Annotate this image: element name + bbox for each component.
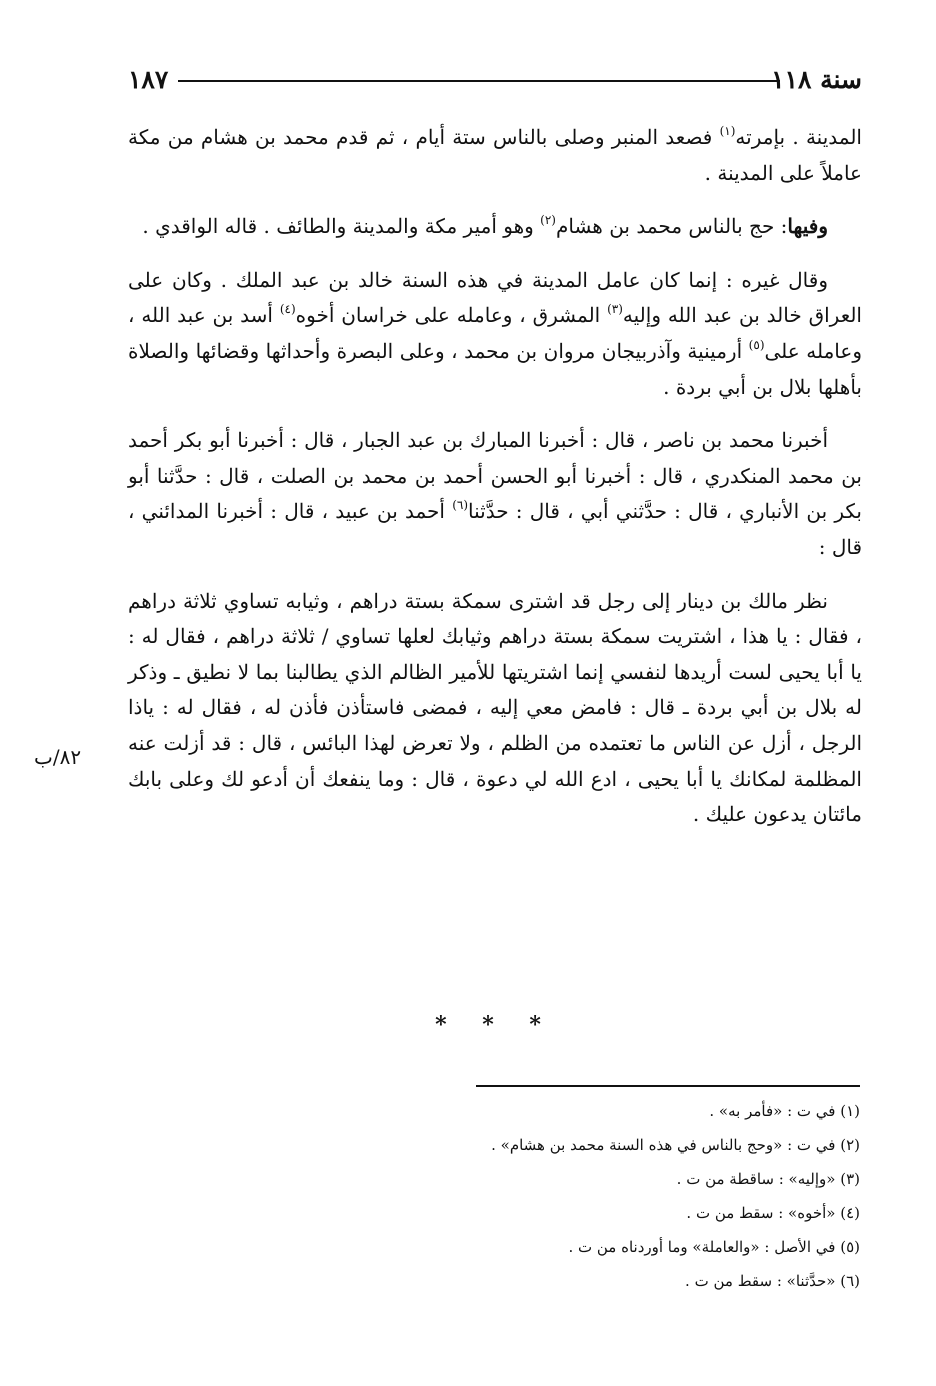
footnote-item: (٦) «حدَّثنا» : سقط من ت .	[685, 1272, 860, 1290]
footnote-marker: (٤)	[279, 302, 296, 317]
footnote-item: (٤) «أخوه» : سقط من ت .	[686, 1204, 860, 1222]
footnote-item: (٣) «وإليه» : ساقطة من ت .	[676, 1170, 860, 1188]
text-run: : حج بالناس محمد بن هشام	[555, 214, 788, 239]
footnote-marker: (١)	[719, 124, 736, 138]
main-text	[128, 120, 862, 851]
page-number: ١٨٧	[128, 65, 169, 94]
running-title: سنة ١١٨	[771, 65, 862, 94]
footnote-item: (٢) في ت : «وحج بالناس في هذه السنة محمد بن هشام» .	[491, 1136, 860, 1154]
footnote-marker: (٥)	[748, 337, 765, 352]
text-run: وقال غيره : إنما كان عامل المدينة في هذه السنة خالد بن عبد الملك . وكان على العراق خالد بن عبد الله وإليه	[128, 267, 862, 328]
footnote-marker: (٢)	[540, 213, 556, 228]
paragraph	[128, 263, 862, 405]
footnote-marker: (٦)	[452, 498, 469, 513]
footnote-rule	[476, 1085, 860, 1087]
footnote-item: (١) في ت : «فأمر به» .	[709, 1102, 860, 1120]
footnotes	[360, 1094, 860, 1298]
section-separator: * * *	[435, 1012, 555, 1038]
text-run: أخبرنا محمد بن ناصر ، قال : أخبرنا المبارك بن عبد الجبار ، قال : أخبرنا أبو بكر أحمد بن محمد المنكدري ، قال : أخبرنا أبو الحسن أحمد بن محمد بن الصلت ، قال : حدَّثنا أبو بكر بن الأنباري ، قال : حدَّثني أبي ، قال : حدَّثنا	[128, 428, 862, 524]
manuscript-folio-note: ٨٢/ب	[34, 745, 82, 769]
page-header	[128, 60, 862, 100]
header-rule	[178, 80, 780, 82]
text-run: أحمد بن عبيد ، قال : أخبرنا المدائني ، قال :	[128, 499, 862, 559]
paragraph	[128, 423, 862, 565]
footnote-marker: (٣)	[607, 302, 623, 317]
footnote-item: (٥) في الأصل : «والعاملة» وما أوردناه من ت .	[568, 1238, 860, 1256]
text-run: فصعد المنبر وصلى بالناس ستة أيام ، ثم قدم محمد بن هشام من مكة عاملاً على المدينة .	[128, 125, 862, 185]
text-run: وهو أمير مكة والمدينة والطائف . قاله الواقدي .	[142, 214, 541, 239]
text-run: نظر مالك بن دينار إلى رجل قد اشترى سمكة بستة دراهم ، وثيابه تساوي ثلاثة دراهم ، فقال : يا هذا ، اشتريت سمكة بستة دراهم وثيابك لعلها تساوي / ثلاثة دراهم ، فقال له : يا أبا يحيى لست أريدها لنفسي إنما اشتريتها للأمير الظالم الذي يطالبنا بما لا نطيق ـ وذكر له بلال بن أبي بردة ـ قال : فامض معي إليه ، فمضى فاستأذن فأذن له ، فقال له : ياذا الرجل ، أزل عن الناس ما تعتمده من الظلم ، ولا تعرض لهذا البائس ، قال : قد أزلت عنه المظلمة لمكانك يا أبا يحيى ، ادع الله لي دعوة ، قال : وما ينفعك أن أدعو لك وعلى بابك مائتان يدعون عليك .	[128, 588, 862, 827]
text-run: أسد بن عبد الله ، وعامله على	[128, 303, 862, 363]
paragraph-lead-word: وفيها	[787, 214, 828, 239]
text-run: المشرق ، وعامله على خراسان أخوه	[295, 303, 608, 328]
text-run: المدينة . بإمرته	[735, 125, 862, 149]
paragraph	[128, 584, 862, 833]
paragraph	[128, 120, 862, 191]
paragraph	[128, 209, 862, 245]
text-run: أرمينية وآذربيجان مروان بن محمد ، وعلى البصرة وأحداثها وقضائها والصلاة بأهلها بلال بن أبي بردة .	[128, 338, 862, 399]
